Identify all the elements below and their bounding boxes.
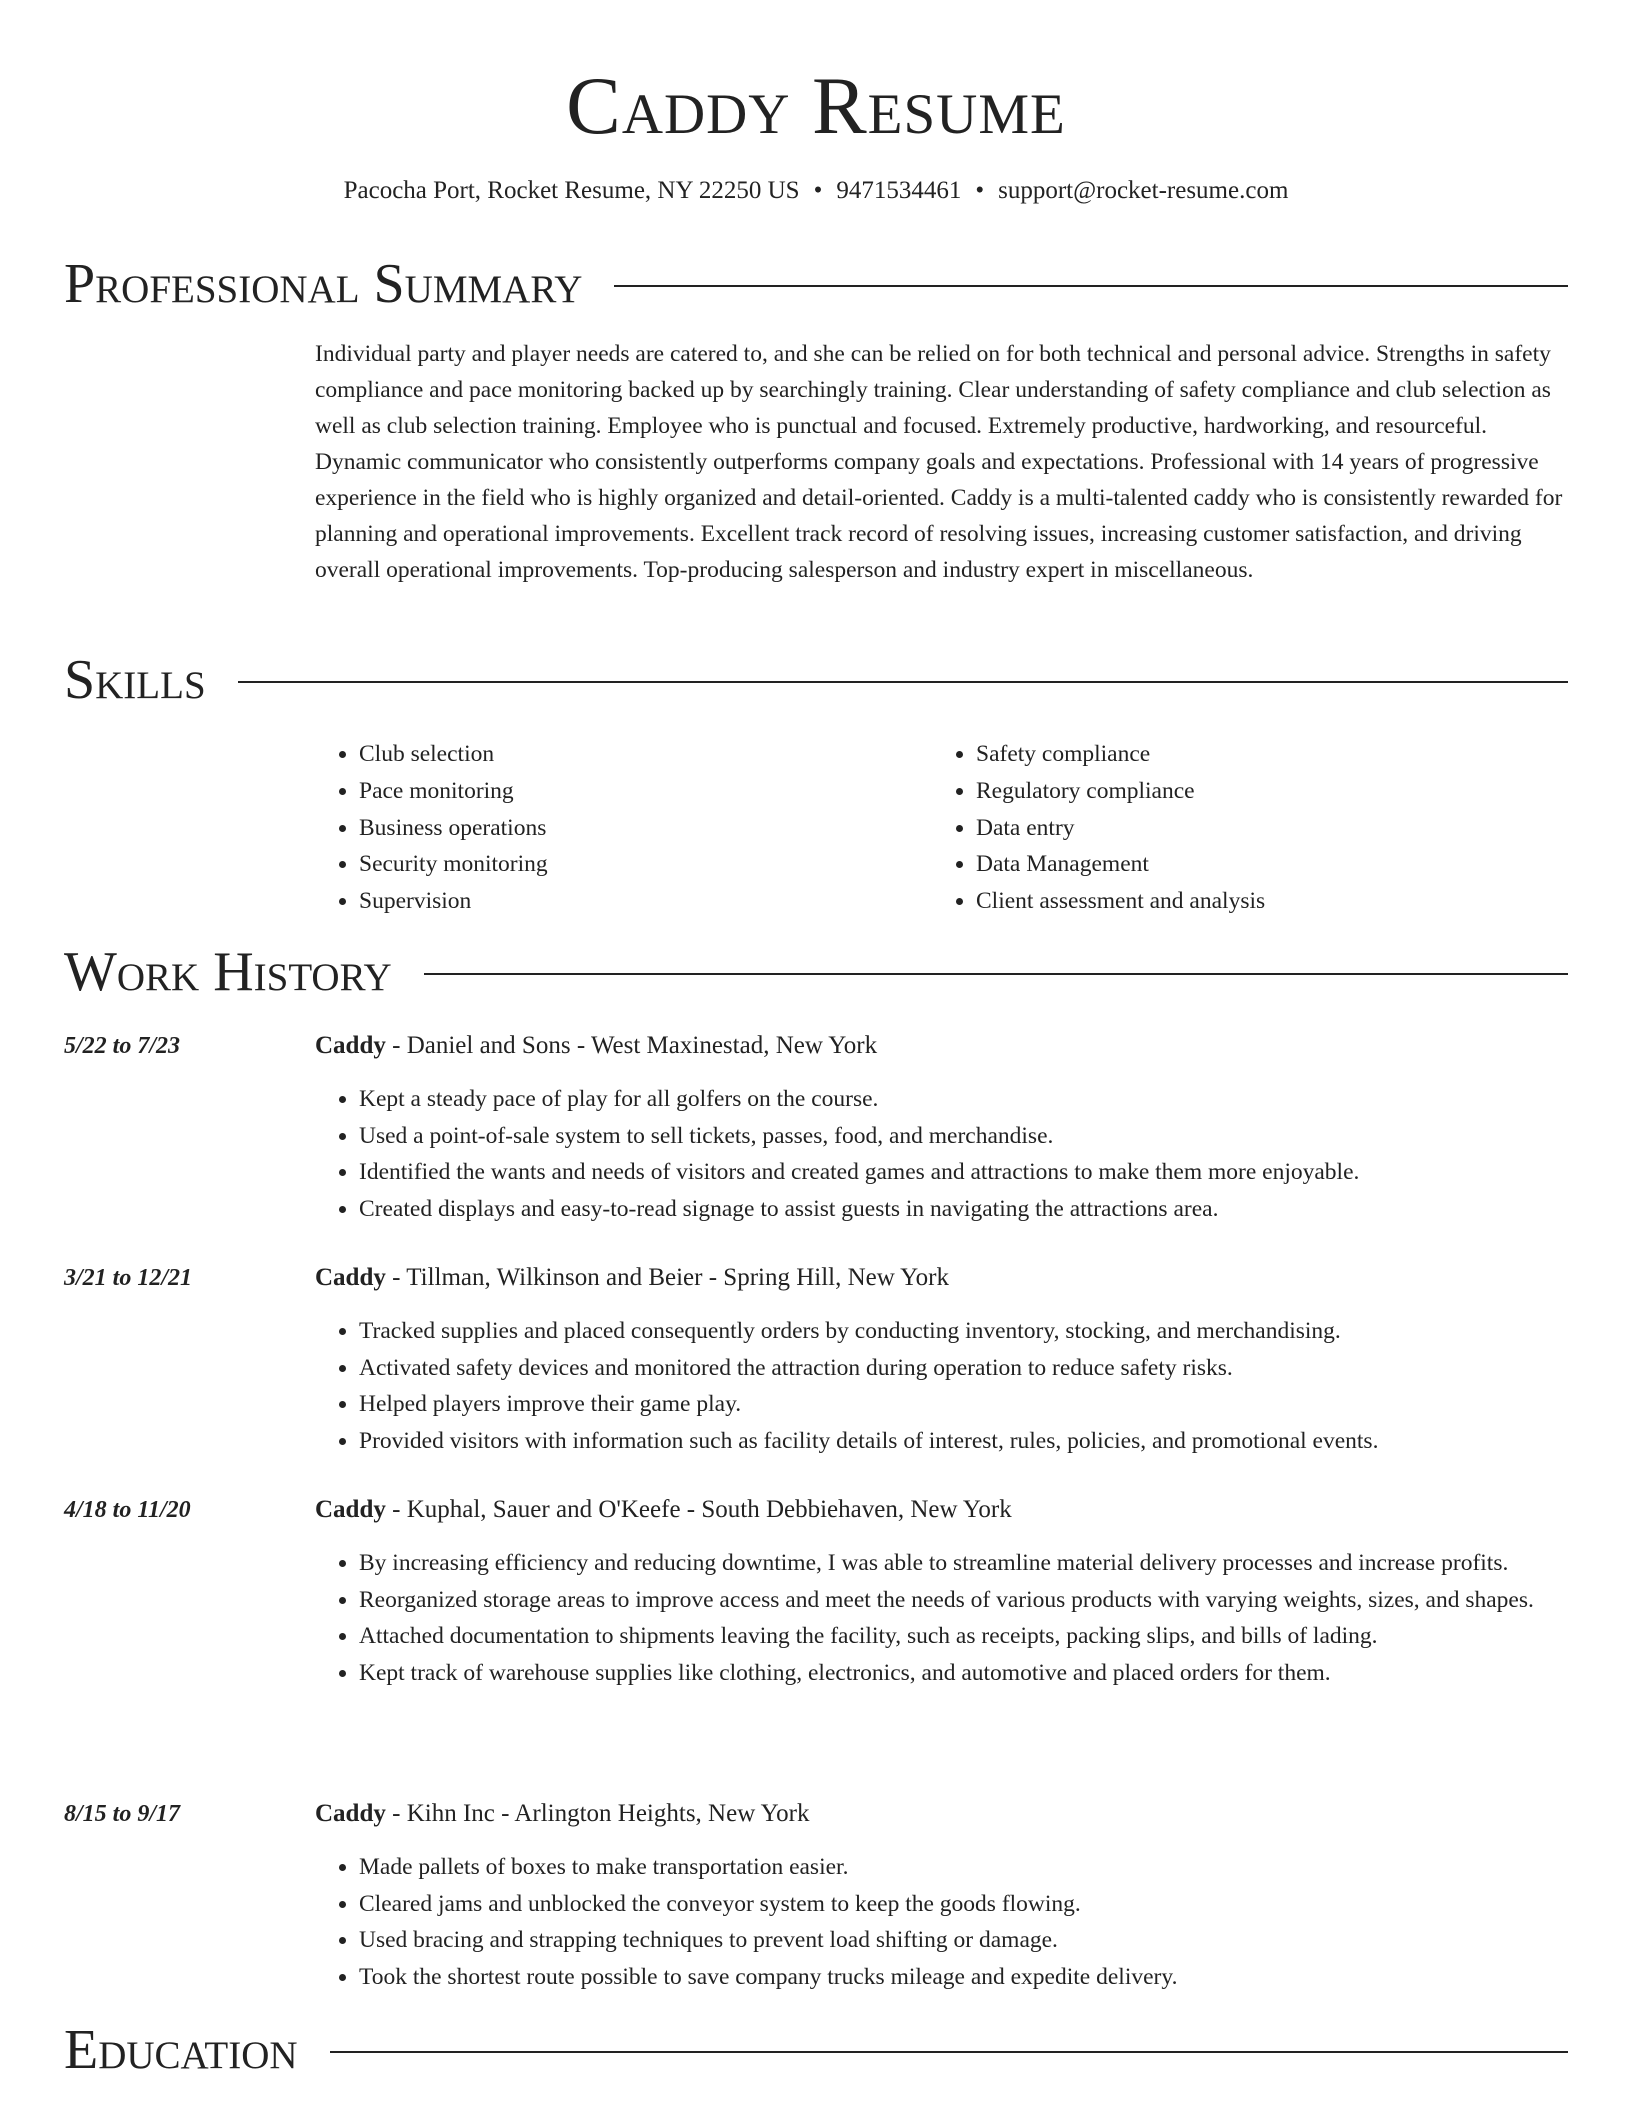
job-title-line (315, 1261, 949, 1295)
job-bullet: • Made pallets of boxes to make transportation easier. (359, 1849, 1568, 1886)
job-title: Caddy (315, 1800, 386, 1827)
job-employer: - Tillman, Wilkinson and Beier - Spring Hill, New York (385, 1264, 950, 1291)
job-bullet: • Provided visitors with information such as facility details of interest, rules, policies, and promotional events. (359, 1423, 1568, 1460)
skill-item: • Regulatory compliance (976, 773, 1549, 810)
job-title: Caddy (315, 1264, 386, 1291)
job-dates: 3/21 to 12/21 (64, 1265, 193, 1291)
contact-line (0, 174, 1632, 208)
job-bullet: • Kept track of warehouse supplies like clothing, electronics, and automotive and placed orders for them. (359, 1655, 1568, 1692)
contact-email: support@rocket-resume.com (998, 177, 1289, 204)
skill-item: • Safety compliance (976, 736, 1549, 773)
job-title-line (315, 1797, 809, 1831)
contact-separator: • (975, 177, 985, 204)
job-bullets (315, 1081, 1568, 1227)
section-divider (330, 2051, 1568, 2053)
section-divider (424, 973, 1568, 975)
job-bullets (315, 1849, 1568, 1995)
job-employer: - Daniel and Sons - West Maxinestad, New York (385, 1032, 878, 1059)
contact-address: Pacocha Port, Rocket Resume, NY 22250 US (343, 177, 800, 204)
job-bullet: • Identified the wants and needs of visitors and created games and attractions to make them more enjoyable. (359, 1154, 1568, 1191)
skill-item: • Supervision (359, 883, 932, 920)
job-title-line (315, 1029, 877, 1063)
contact-separator: • (813, 177, 823, 204)
job-title-line (315, 1493, 1012, 1527)
job-employer: - Kuphal, Sauer and O'Keefe - South Debbiehaven, New York (385, 1496, 1012, 1523)
job-bullet: • Created displays and easy-to-read signage to assist guests in navigating the attractions area. (359, 1191, 1568, 1228)
job-bullet: • Reorganized storage areas to improve access and meet the needs of various products with varying weights, sizes, and shapes. (359, 1582, 1568, 1619)
job-bullet: • Activated safety devices and monitored the attraction during operation to reduce safety risks. (359, 1350, 1568, 1387)
section-heading-summary (64, 252, 1568, 316)
section-title: Work History (64, 941, 392, 1003)
resume-name: Caddy Resume (566, 60, 1066, 151)
job-bullet: • Took the shortest route possible to save company trucks mileage and expedite delivery. (359, 1959, 1568, 1996)
skill-item: • Pace monitoring (359, 773, 932, 810)
job-bullet: • Attached documentation to shipments leaving the facility, such as receipts, packing slips, and bills of lading. (359, 1618, 1568, 1655)
job-bullet: • Kept a steady pace of play for all golfers on the course. (359, 1081, 1568, 1118)
section-title: Professional Summary (64, 253, 583, 315)
section-divider (614, 285, 1568, 287)
job-bullet: • Used bracing and strapping techniques to prevent load shifting or damage. (359, 1922, 1568, 1959)
skill-item: • Business operations (359, 810, 932, 847)
job-bullets (315, 1313, 1568, 1459)
job-title: Caddy (315, 1496, 386, 1523)
job-dates: 4/18 to 11/20 (64, 1497, 191, 1523)
section-heading-skills (64, 648, 1568, 712)
skill-item: • Data Management (976, 846, 1549, 883)
job-bullet: • Cleared jams and unblocked the conveyor system to keep the goods flowing. (359, 1886, 1568, 1923)
job-bullets (315, 1545, 1568, 1691)
skills-column-right (932, 736, 1549, 920)
job-bullet: • Used a point-of-sale system to sell tickets, passes, food, and merchandise. (359, 1118, 1568, 1155)
skill-item: • Client assessment and analysis (976, 883, 1549, 920)
skill-item: • Data entry (976, 810, 1549, 847)
section-heading-education (64, 2018, 1568, 2082)
job-dates: 5/22 to 7/23 (64, 1033, 181, 1059)
skills-column-left (315, 736, 932, 920)
section-title: Skills (64, 649, 206, 711)
skills-list (315, 736, 1568, 920)
job-employer: - Kihn Inc - Arlington Heights, New York (385, 1800, 810, 1827)
job-bullet: • By increasing efficiency and reducing downtime, I was able to streamline material delivery processes and increase profits. (359, 1545, 1568, 1582)
job-bullet: • Helped players improve their game play. (359, 1386, 1568, 1423)
skill-item: • Club selection (359, 736, 932, 773)
job-dates: 8/15 to 9/17 (64, 1801, 181, 1827)
summary-text: Individual party and player needs are catered to, and she can be relied on for both technical and personal advice. Strengths in safety compliance and pace monitoring backed up by searchingly training. Clear understanding of safety compliance and club selection as well as club selection training. Employee who is punctual and focused. Extremely productive, hardworking, and resourceful. Dynamic communicator who consistently outperforms company goals and expectations. Professional with 14 years of progressive experience in the field who is highly organized and detail-oriented. Caddy is a multi-talented caddy who is consistently rewarded for planning and operational improvements. Excellent track record of resolving issues, increasing customer satisfaction, and driving overall operational improvements. Top-producing salesperson and industry expert in miscellaneous. (315, 341, 1563, 583)
skill-item: • Security monitoring (359, 846, 932, 883)
section-divider (238, 681, 1568, 683)
section-heading-work-history (64, 940, 1568, 1004)
contact-phone: 9471534461 (836, 177, 962, 204)
section-title: Education (64, 2019, 298, 2081)
job-title: Caddy (315, 1032, 386, 1059)
job-bullet: • Tracked supplies and placed consequently orders by conducting inventory, stocking, and merchandising. (359, 1313, 1568, 1350)
